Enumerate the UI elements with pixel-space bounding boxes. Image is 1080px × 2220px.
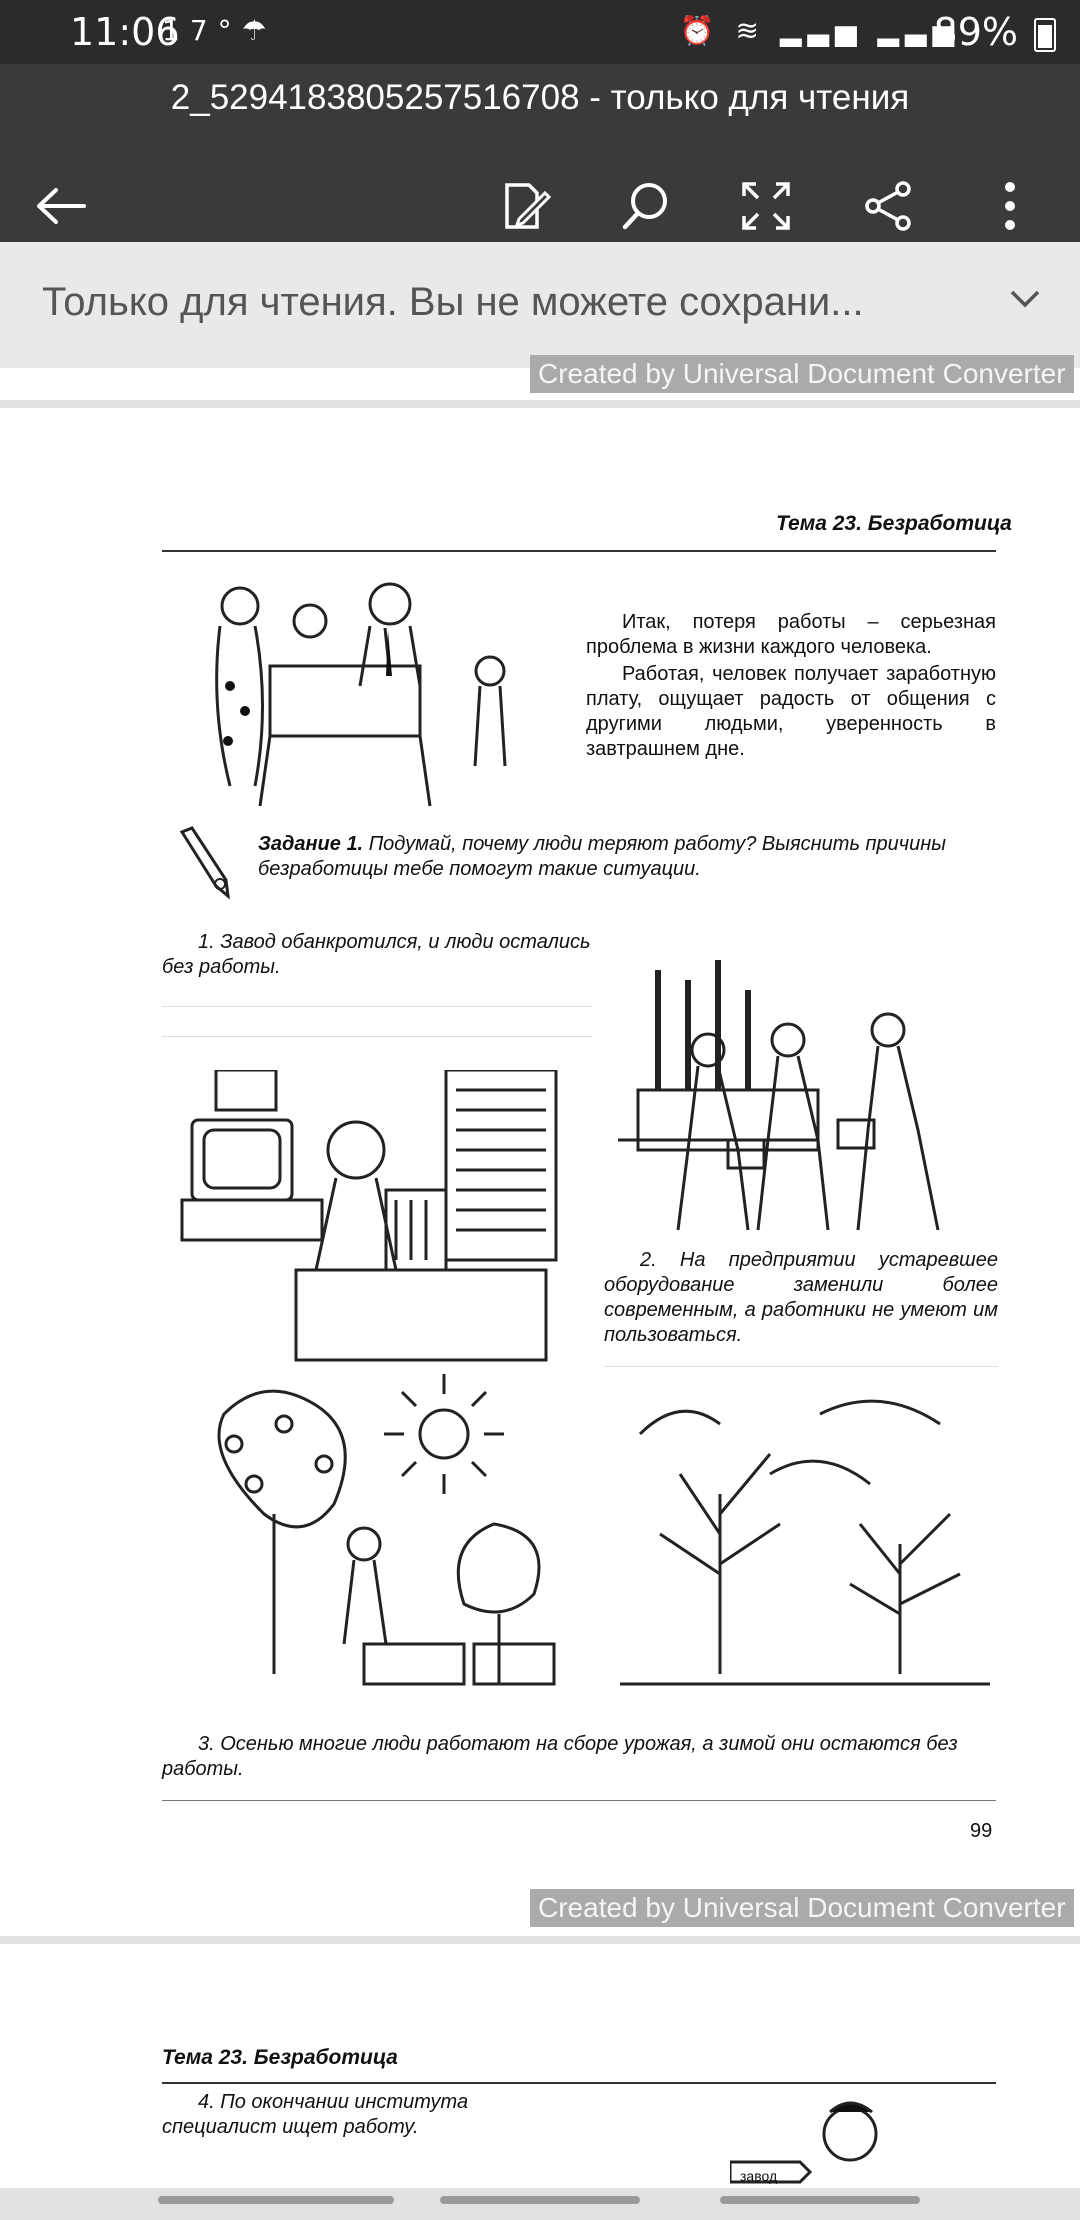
harvest-illustration <box>164 1374 574 1714</box>
intro-paragraph-1: Итак, потеря работы – серьезная проблема в жизни каждого человека. <box>586 611 996 658</box>
footer-rule <box>162 1800 996 1801</box>
back-button[interactable] <box>28 174 92 238</box>
task-1-text: Подумай, почему люди теряют работу? Выяснить причины безработицы тебе помогут такие ситуации. <box>258 833 946 880</box>
search-button[interactable] <box>614 174 678 238</box>
pen-icon <box>174 826 234 902</box>
page-number: 99 <box>970 1820 993 1842</box>
situation-3: 3. Осенью многие люди работают на сборе урожая, а зимой они остаются без работы. <box>162 1733 958 1780</box>
search-icon <box>619 179 673 233</box>
fullscreen-button[interactable] <box>734 174 798 238</box>
workers-illustration <box>618 940 978 1260</box>
page-scroll-indicator[interactable] <box>158 2196 394 2204</box>
situation-2: 2. На предприятии устаревшее оборудование заменили более современным, а работники не умеют им пользоваться. <box>604 1249 998 1346</box>
status-time: 11:06 <box>70 10 180 54</box>
page-header: Тема 23. Безработица <box>162 2046 398 2069</box>
app-bar <box>0 64 1080 242</box>
more-vertical-icon <box>1003 181 1017 231</box>
situation-4: 4. По окончании института специалист ищет работу. <box>162 2091 469 2138</box>
fullscreen-icon <box>740 180 792 232</box>
family-illustration <box>200 566 530 826</box>
watermark: Created by Universal Document Converter <box>530 1889 1074 1927</box>
battery-icon <box>1034 18 1056 52</box>
header-rule <box>162 2082 996 2084</box>
read-only-message: Только для чтения. Вы не можете сохрани... <box>42 280 864 324</box>
status-bar <box>0 0 1080 64</box>
winter-illustration <box>620 1374 990 1704</box>
more-options-button[interactable] <box>978 174 1042 238</box>
document-page-99 <box>0 408 1080 1936</box>
task-1 <box>258 832 998 882</box>
page-header: Тема 23. Безработица <box>776 512 1012 535</box>
share-button[interactable] <box>856 174 920 238</box>
answer-line <box>604 1366 998 1367</box>
situation-1: 1. Завод обанкротился, и люди остались без работы. <box>162 931 591 978</box>
document-title: 2_5294183805257516708 - только для чтения <box>170 78 910 117</box>
page-scroll-indicator[interactable] <box>720 2196 920 2204</box>
office-illustration <box>176 1070 586 1370</box>
task-1-label: Задание 1. <box>258 833 364 855</box>
share-icon <box>863 180 913 232</box>
arrow-left-icon <box>34 186 86 226</box>
status-left-icons: 17°☂ <box>162 14 277 47</box>
edit-button[interactable] <box>494 174 558 238</box>
factory-sign: завод <box>740 2168 778 2184</box>
answer-line <box>162 1036 592 1037</box>
header-rule <box>162 550 996 552</box>
document-page-100 <box>0 1944 1080 2188</box>
watermark: Created by Universal Document Converter <box>530 355 1074 393</box>
answer-line <box>162 1006 592 1007</box>
chevron-down-icon[interactable] <box>1008 288 1042 310</box>
page-scroll-indicator[interactable] <box>440 2196 640 2204</box>
status-right-icons: ⏰ ≋ ▂▃▅ ▂▃▅ <box>679 14 960 47</box>
edit-doc-icon <box>501 179 551 233</box>
intro-paragraph-2: Работая, человек получает заработную плату, ощущает радость от общения с другими людьми, уверенность в завтрашнем дне. <box>586 663 996 760</box>
read-only-banner[interactable] <box>0 242 1080 368</box>
battery-percent: 89% <box>933 10 1018 54</box>
